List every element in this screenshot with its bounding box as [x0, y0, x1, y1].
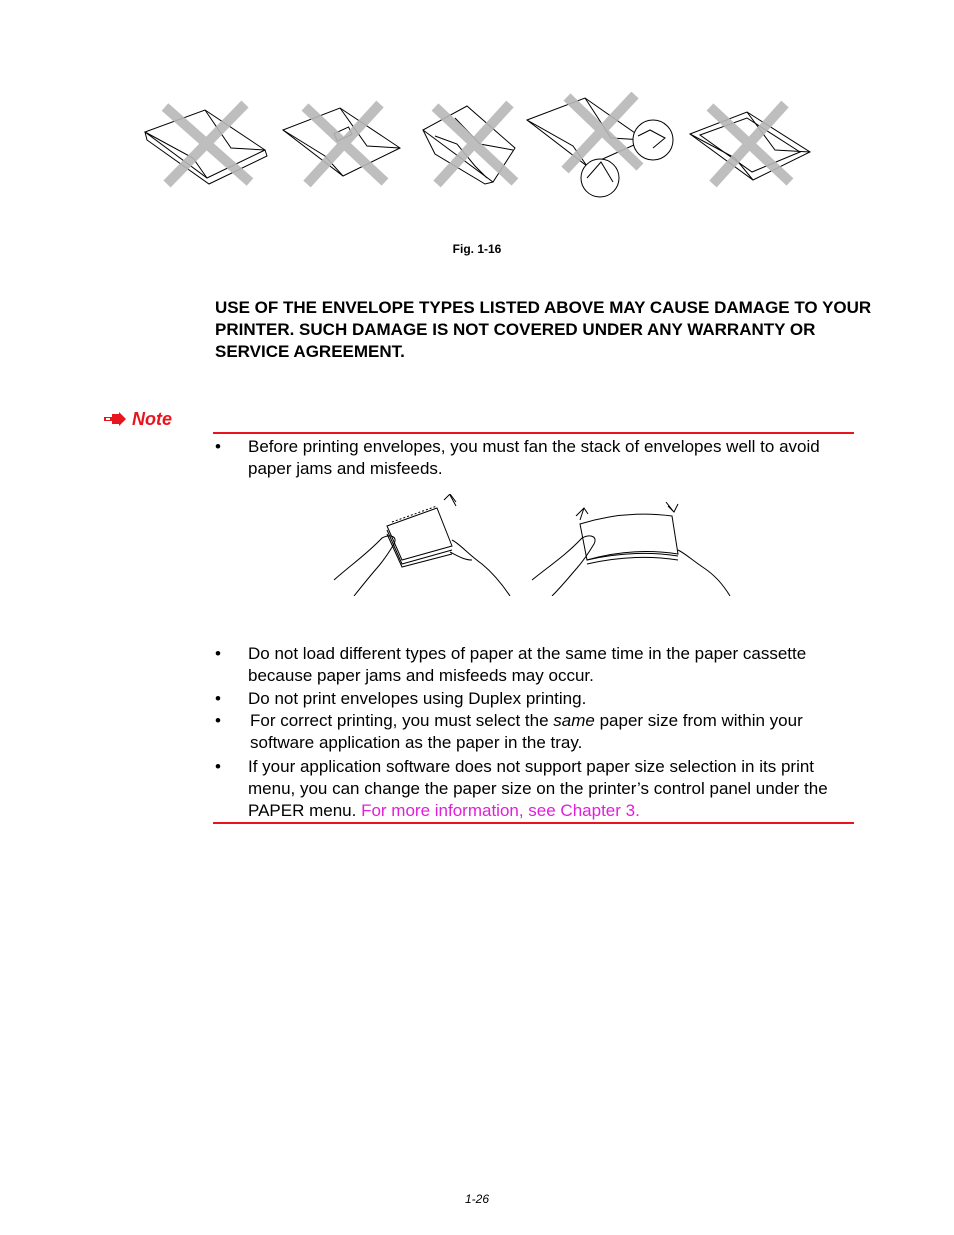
- envelope-4: [527, 98, 673, 197]
- bullet-glyph: •: [215, 644, 221, 663]
- bullet-text-start: For correct printing, you must select the: [250, 711, 554, 730]
- bullet-text: Before printing envelopes, you must fan the stack of envelopes well to avoid paper jams and misfeeds.: [248, 437, 820, 478]
- page-number: 1-26: [464, 1192, 490, 1206]
- bullet-text: Do not load different types of paper at the same time in the paper cassette because paper jams and misfeeds may occur.: [248, 644, 807, 685]
- bullet-glyph: •: [215, 689, 221, 708]
- note-label: Note: [132, 409, 172, 429]
- unsuitable-envelopes-illustration: [135, 92, 825, 207]
- bullet-text-main: If your application software does not support paper size selection in its print menu, you can change the paper size on the printer’s control panel under the PAPER menu.: [248, 757, 828, 820]
- bullet-text: Do not print envelopes using Duplex printing.: [248, 689, 587, 708]
- note-top-rule: [213, 432, 854, 434]
- fanning-right: [532, 502, 730, 596]
- chapter-3-link[interactable]: For more information, see Chapter 3.: [361, 801, 640, 820]
- bullet-glyph: •: [215, 757, 221, 776]
- emphasis-same: same: [553, 711, 595, 730]
- bullet-text: [250, 710, 860, 754]
- fanning-left: [334, 494, 510, 596]
- bullet-glyph: •: [215, 437, 221, 456]
- damage-warning: USE OF THE ENVELOPE TYPES LISTED ABOVE MAY CAUSE DAMAGE TO YOUR PRINTER. SUCH DAMAGE IS NOT COVERED UNDER ANY WARRANTY OR SERVICE AGREEMENT.: [215, 298, 872, 361]
- fanning-envelopes-illustration: [332, 494, 737, 596]
- bullet-glyph: •: [215, 711, 221, 730]
- bullet-text: [248, 756, 858, 822]
- bullet-text-end: paper size from within your software application as the paper in the tray.: [250, 711, 803, 752]
- figure-caption: Fig. 1-16: [452, 242, 502, 256]
- note-heading: [103, 409, 172, 430]
- note-bottom-rule: [213, 822, 854, 824]
- pointing-hand-icon: [103, 412, 127, 426]
